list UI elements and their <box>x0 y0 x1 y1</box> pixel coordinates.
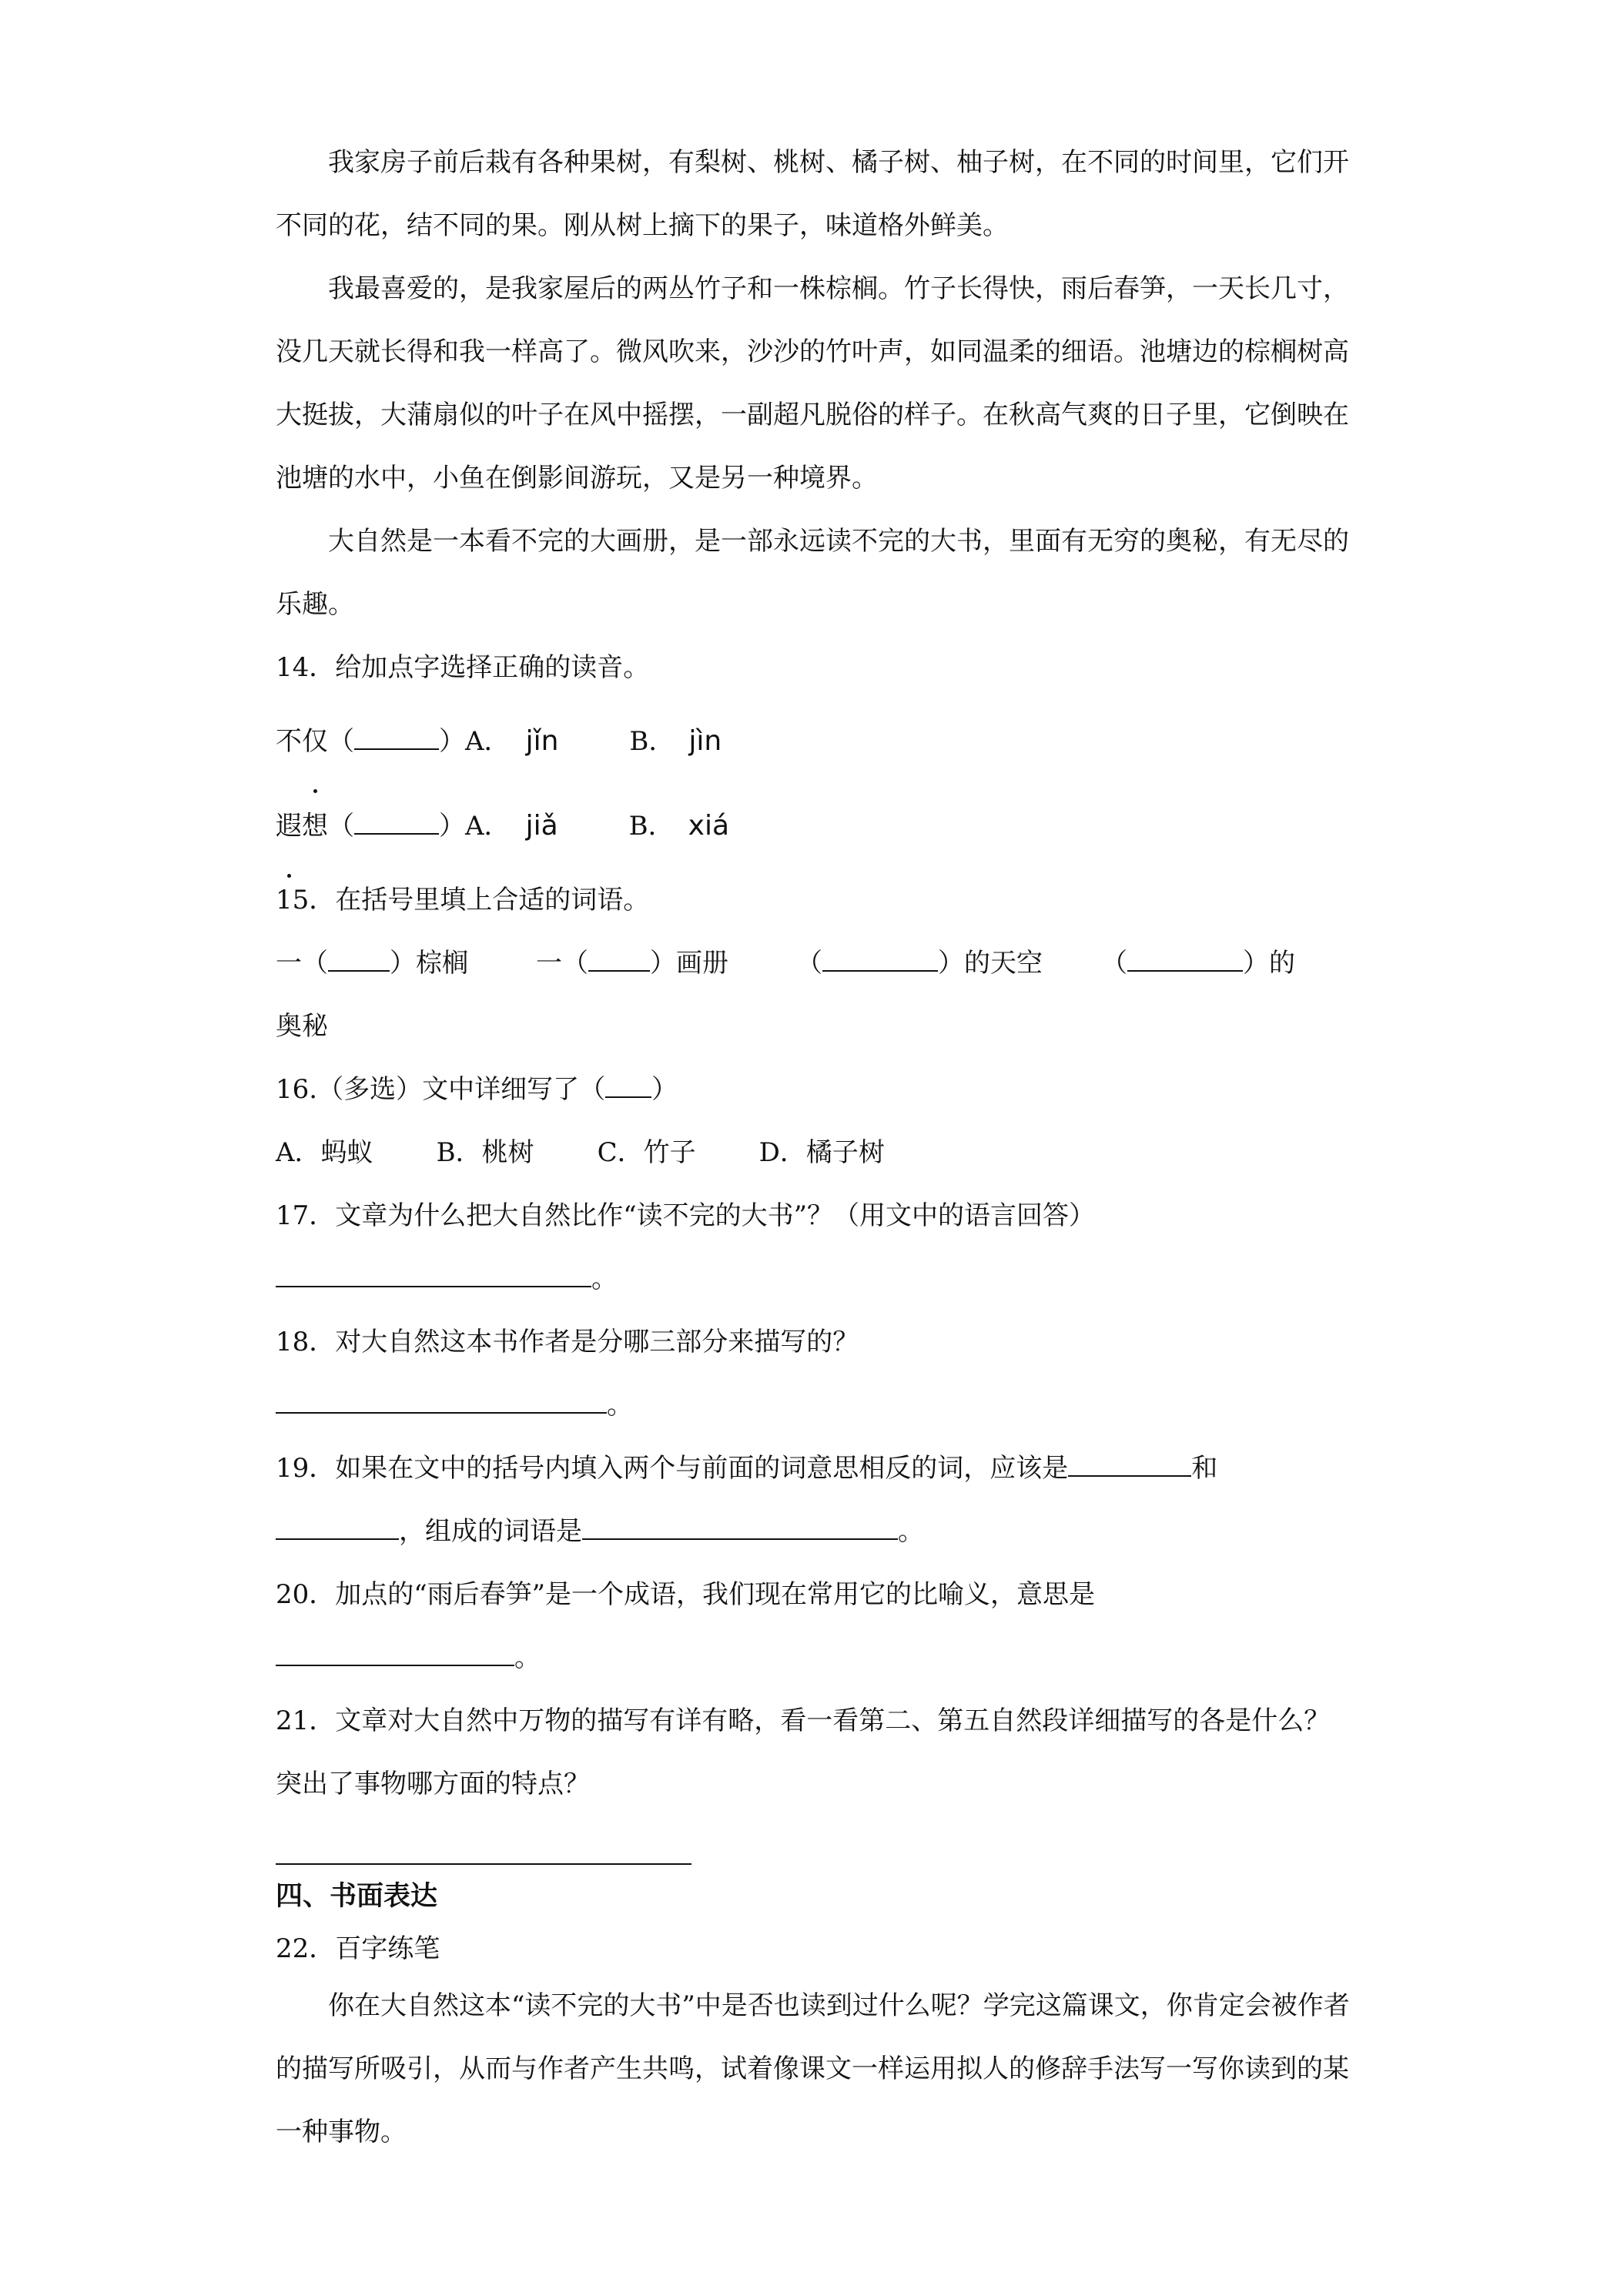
q17-answer-blank[interactable] <box>276 1260 591 1287</box>
q16-option-a[interactable]: A．蚂蚁 <box>276 1137 373 1168</box>
q18-end: 。 <box>607 1390 633 1421</box>
q14-option-b-1[interactable]: jìn <box>688 725 722 757</box>
q19-blank-2[interactable] <box>276 1512 399 1540</box>
q14-paren-open-2: （ <box>328 811 354 842</box>
question-22-title: 22．百字练笔 <box>276 1933 440 1964</box>
q14-dotted-char-1: 仅 <box>302 699 328 784</box>
q15-blank-2[interactable] <box>588 944 650 972</box>
q15-item-3-pre: （ <box>796 948 822 979</box>
question-20-answer-line <box>276 1626 1354 1689</box>
q15-item-2-post: ）画册 <box>650 948 728 979</box>
q14-paren-open: （ <box>328 726 354 757</box>
question-21-title: 21．文章对大自然中万物的描写有详有略，看一看第二、第五自然段详细描写的各是什么？突出了事物哪方面的特点？ <box>276 1705 1331 1799</box>
question-20-title: 20．加点的“雨后春笋”是一个成语，我们现在常用它的比喻义，意思是 <box>276 1579 1096 1610</box>
q14-answer-blank-1[interactable] <box>354 722 439 750</box>
q16-title-pre: 16.（多选）文中详细写了（ <box>276 1074 606 1105</box>
q14-option-a-1[interactable]: jǐn <box>525 725 559 757</box>
passage-paragraph-2: 我最喜爱的，是我家屋后的两丛竹子和一株棕榈。竹子长得快，雨后春笋，一天长几寸，没几天就长得和我一样高了。微风吹来，沙沙的竹叶声，如同温柔的细语。池塘边的棕榈树高大挺拔，大蒲扇似的叶子在风中摇摆，一副超凡脱俗的样子。在秋高气爽的日子里，它倒映在池塘的水中，小鱼在倒影间游玩，又是另一种境界。 <box>276 273 1349 494</box>
question-16-options <box>276 1121 1354 1184</box>
q18-answer-blank[interactable] <box>276 1386 607 1414</box>
q14-option-b-label-2: B． <box>628 811 675 842</box>
passage-paragraph-1: 我家房子前后栽有各种果树，有梨树、桃树、橘子树、柚子树，在不同的时间里，它们开不同的花，结不同的果。刚从树上摘下的果子，味道格外鲜美。 <box>276 147 1349 241</box>
q14-option-a-2[interactable]: jiǎ <box>525 810 558 842</box>
q15-item-1-post: ）棕榈 <box>390 948 468 979</box>
section-4-title: 四、书面表达 <box>276 1881 438 1912</box>
q14-word-1-char: 不 <box>276 726 302 757</box>
q19-line2-mid: ，组成的词语是 <box>399 1516 582 1547</box>
question-15-items <box>276 932 1354 995</box>
q20-end: 。 <box>514 1642 541 1673</box>
q16-option-c[interactable]: C．竹子 <box>597 1137 696 1168</box>
q20-answer-blank[interactable] <box>276 1638 514 1666</box>
q14-option-b-2[interactable]: xiá <box>688 810 730 842</box>
q17-end: 。 <box>591 1263 618 1294</box>
q19-end: 。 <box>898 1516 924 1547</box>
question-14-row-2 <box>276 784 1354 869</box>
q19-mid: 和 <box>1191 1453 1218 1484</box>
question-18-answer-line <box>276 1374 1354 1437</box>
q19-blank-3[interactable] <box>582 1512 898 1540</box>
q15-item-2-pre: 一（ <box>536 948 588 979</box>
q15-blank-4[interactable] <box>1127 944 1243 972</box>
question-15-wrap: 奥秘 <box>276 1011 328 1042</box>
q15-item-1-pre: 一（ <box>276 948 328 979</box>
q15-item-3-post: ）的天空 <box>938 948 1043 979</box>
q14-option-b-label-1: B． <box>629 726 675 757</box>
q16-title-post: ） <box>651 1074 678 1105</box>
question-19-line-1 <box>276 1437 1354 1500</box>
q16-option-d[interactable]: D．橘子树 <box>758 1137 885 1168</box>
question-18-title: 18．对大自然这本书作者是分哪三部分来描写的？ <box>276 1327 859 1357</box>
q14-answer-blank-2[interactable] <box>354 807 439 835</box>
q14-dotted-char-2: 遐 <box>276 784 302 869</box>
q16-answer-blank[interactable] <box>605 1070 651 1098</box>
q15-item-4-pre: （ <box>1101 948 1127 979</box>
q19-pre: 19．如果在文中的括号内填入两个与前面的词意思相反的词，应该是 <box>276 1453 1069 1484</box>
question-16-title <box>276 1058 1354 1121</box>
worksheet-content <box>276 131 1354 2164</box>
question-15-title: 15．在括号里填上合适的词语。 <box>276 885 650 915</box>
question-14-title: 14．给加点字选择正确的读音。 <box>276 652 650 683</box>
question-17-answer-line <box>276 1247 1354 1310</box>
question-22-body: 你在大自然这本“读不完的大书”中是否也读到过什么呢？学完这篇课文，你肯定会被作者的描写所吸引，从而与作者产生共鸣，试着像课文一样运用拟人的修辞手法写一写你读到的某一种事物。 <box>276 1990 1350 2147</box>
q15-blank-3[interactable] <box>822 944 938 972</box>
q15-item-4-post: ）的 <box>1243 948 1295 979</box>
q15-blank-1[interactable] <box>328 944 390 972</box>
q14-paren-close: ）A． <box>439 726 511 757</box>
question-19-line-2 <box>276 1500 1354 1563</box>
q16-option-b[interactable]: B．桃树 <box>436 1137 534 1168</box>
q19-blank-1[interactable] <box>1068 1449 1191 1477</box>
q14-paren-close-2: ）A． <box>439 811 511 842</box>
passage-paragraph-3: 大自然是一本看不完的大画册，是一部永远读不完的大书，里面有无穷的奥秘，有无尽的乐趣。 <box>276 526 1349 620</box>
q14-word-2-char: 想 <box>302 811 328 842</box>
question-17-title: 17．文章为什么把大自然比作“读不完的大书”？（用文中的语言回答） <box>276 1200 1096 1231</box>
question-14-row-1 <box>276 699 1354 784</box>
